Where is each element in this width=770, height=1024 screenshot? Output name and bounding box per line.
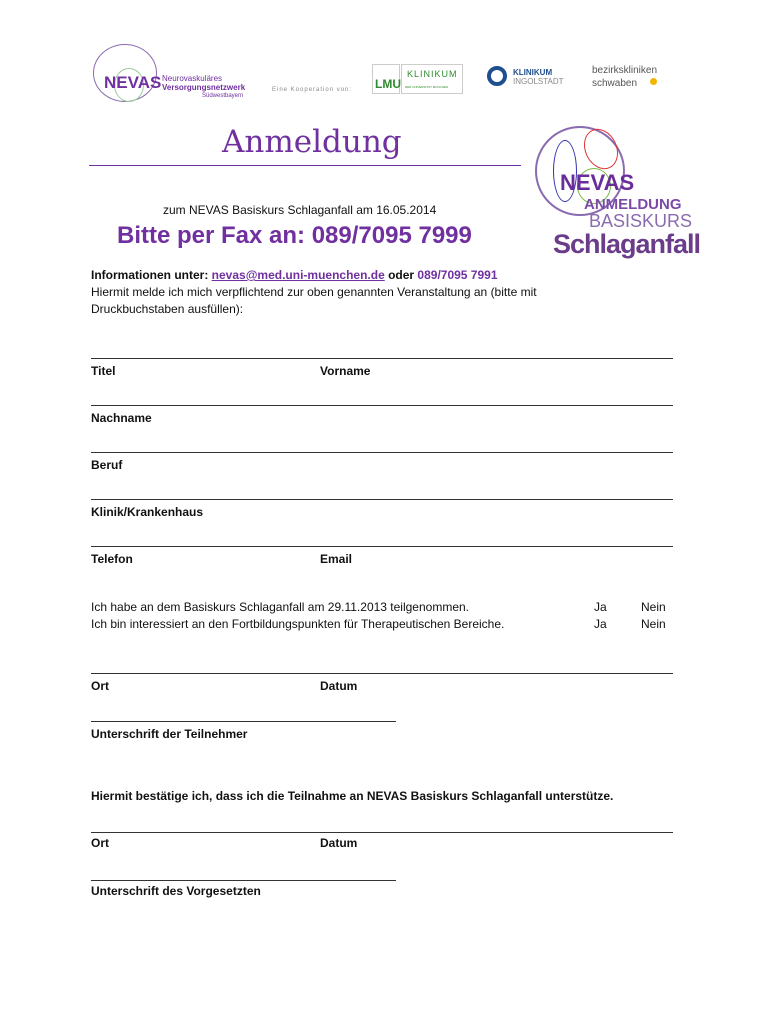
page-title: Anmeldung bbox=[222, 124, 402, 160]
titel-label: Titel bbox=[91, 364, 116, 378]
bezirkskliniken-logo: bezirkskliniken schwaben bbox=[592, 65, 658, 89]
badge-nevas: NEVAS bbox=[560, 170, 635, 195]
intro-text: Hiermit melde ich mich verpflichtend zur oben genannten Veranstaltung an (bitte mit Druckbuchstaben ausfüllen): bbox=[91, 285, 537, 316]
info-line: Informationen unter: nevas@med.uni-muenchen.de oder 089/7095 7991 bbox=[91, 268, 498, 282]
nachname-label: Nachname bbox=[91, 411, 152, 425]
badge-basiskurs: BASISKURS bbox=[589, 211, 693, 231]
confirmation-text: Hiermit bestätige ich, dass ich die Teilnahme an NEVAS Basiskurs Schlaganfall unterstütze. bbox=[91, 789, 614, 803]
ingolstadt-logo-text: KLINIKUM INGOLSTADT bbox=[513, 68, 564, 86]
email-link[interactable]: nevas@med.uni-muenchen.de bbox=[211, 268, 385, 282]
question-2-no[interactable]: Nein bbox=[641, 617, 666, 631]
badge-anmeldung: ANMELDUNG bbox=[584, 196, 682, 213]
question-1-no[interactable]: Nein bbox=[641, 600, 666, 614]
titel-vorname-field[interactable] bbox=[91, 358, 673, 359]
supervisor-datum-label: Datum bbox=[320, 836, 358, 850]
email-label: Email bbox=[320, 552, 353, 566]
question-previous-course: Ich habe an dem Basiskurs Schlaganfall am 29.11.2013 teilgenommen. bbox=[91, 600, 470, 614]
cooperation-label: Eine Kooperation von: bbox=[272, 87, 353, 93]
datum-label: Datum bbox=[320, 679, 358, 693]
supervisor-ort-datum-field[interactable] bbox=[91, 832, 673, 833]
question-2-yes[interactable]: Ja bbox=[594, 617, 607, 631]
course-subtitle: zum NEVAS Basiskurs Schlaganfall am 16.05.2014 bbox=[163, 203, 437, 217]
participant-signature-field[interactable] bbox=[91, 721, 396, 722]
supervisor-signature-label: Unterschrift des Vorgesetzten bbox=[91, 884, 261, 898]
badge-schlaganfall: Schlaganfall bbox=[553, 229, 701, 259]
beruf-field[interactable] bbox=[91, 452, 673, 453]
ort-datum-field[interactable] bbox=[91, 673, 673, 674]
supervisor-signature-field[interactable] bbox=[91, 880, 396, 881]
phone-number: 089/7095 7991 bbox=[417, 268, 498, 282]
participant-signature-label: Unterschrift der Teilnehmer bbox=[91, 727, 248, 741]
klinik-field[interactable] bbox=[91, 499, 673, 500]
ort-label: Ort bbox=[91, 679, 109, 693]
nevas-logo-text: NEVAS bbox=[104, 73, 162, 92]
ingolstadt-logo-icon bbox=[487, 66, 507, 86]
question-1-yes[interactable]: Ja bbox=[594, 600, 607, 614]
lmu-logo: LMU bbox=[372, 64, 400, 94]
bezirkskliniken-dot-icon bbox=[650, 78, 657, 85]
nachname-field[interactable] bbox=[91, 405, 673, 406]
title-underline bbox=[89, 165, 521, 166]
question-credit-points: Ich bin interessiert an den Fortbildungspunkten für Therapeutischen Bereiche. bbox=[91, 617, 505, 631]
supervisor-ort-label: Ort bbox=[91, 836, 109, 850]
vorname-label: Vorname bbox=[320, 364, 371, 378]
nevas-logo-subtitle: Neurovaskuläres Versorgungsnetzwerk Südwestbayern bbox=[162, 74, 246, 99]
lmu-klinikum-logo: KLINIKUM DER UNIVERSITÄT MÜNCHEN bbox=[401, 64, 463, 94]
telefon-email-field[interactable] bbox=[91, 546, 673, 547]
fax-number-heading: Bitte per Fax an: 089/7095 7999 bbox=[117, 222, 472, 249]
telefon-label: Telefon bbox=[91, 552, 133, 566]
beruf-label: Beruf bbox=[91, 458, 123, 472]
klinik-label: Klinik/Krankenhaus bbox=[91, 505, 204, 519]
